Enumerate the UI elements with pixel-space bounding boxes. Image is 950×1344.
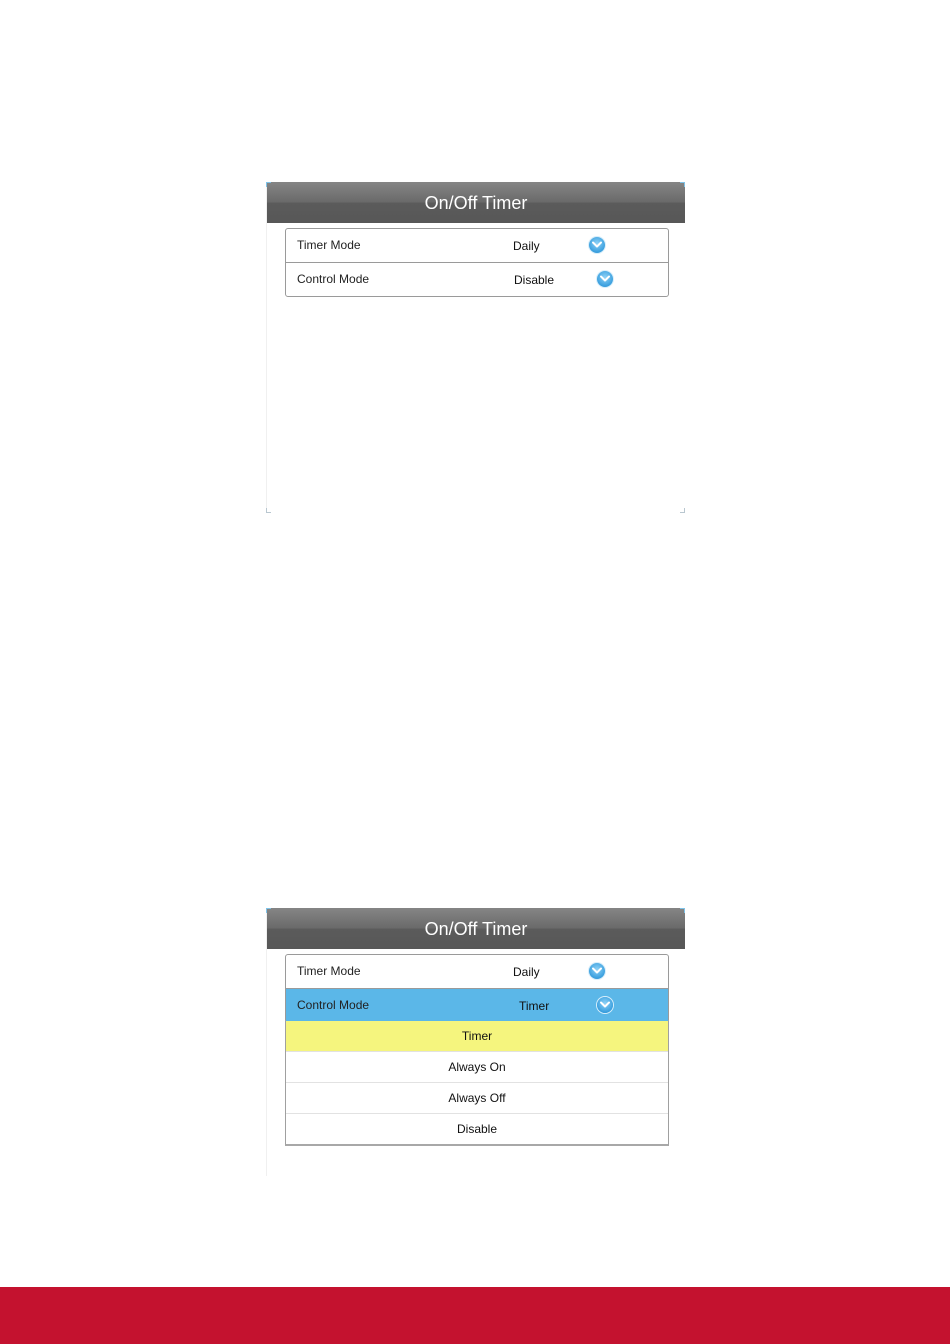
control-mode-label: Control Mode	[297, 272, 370, 286]
timer-settings-list	[285, 228, 669, 297]
timer-mode-value[interactable]: Daily	[513, 965, 540, 979]
timer-mode-label: Timer Mode	[297, 964, 361, 978]
timer-mode-value[interactable]: Daily	[513, 239, 540, 253]
footer-band	[0, 1287, 950, 1344]
frame-corner	[266, 508, 271, 513]
frame-corner	[266, 182, 271, 187]
frame-corner	[680, 908, 685, 913]
frame-corner	[680, 182, 685, 187]
chevron-down-icon[interactable]	[589, 237, 605, 253]
control-mode-row[interactable]	[286, 262, 668, 296]
control-mode-value[interactable]: Disable	[514, 273, 555, 287]
control-mode-dropdown-menu	[285, 1021, 669, 1146]
timer-mode-row[interactable]	[286, 229, 668, 262]
dropdown-option-always-on[interactable]: Always On	[286, 1051, 668, 1082]
frame-corner	[266, 908, 271, 913]
dropdown-option-timer[interactable]: Timer	[286, 1021, 668, 1051]
timer-mode-label: Timer Mode	[297, 238, 361, 252]
control-mode-row[interactable]	[286, 988, 668, 1022]
timer-mode-row[interactable]	[286, 955, 668, 988]
screen-title: On/Off Timer	[267, 908, 685, 949]
screen-title: On/Off Timer	[267, 182, 685, 223]
timer-settings-list	[285, 954, 669, 1023]
chevron-down-icon[interactable]	[597, 997, 613, 1013]
dropdown-option-disable[interactable]: Disable	[286, 1113, 668, 1144]
on-off-timer-screen-default	[266, 182, 685, 513]
chevron-down-icon[interactable]	[597, 271, 613, 287]
dropdown-option-always-off[interactable]: Always Off	[286, 1082, 668, 1113]
control-mode-value[interactable]: Timer	[519, 999, 550, 1013]
frame-corner	[680, 508, 685, 513]
on-off-timer-screen-dropdown-open	[266, 908, 685, 1176]
chevron-down-icon[interactable]	[589, 963, 605, 979]
control-mode-label: Control Mode	[297, 998, 370, 1012]
